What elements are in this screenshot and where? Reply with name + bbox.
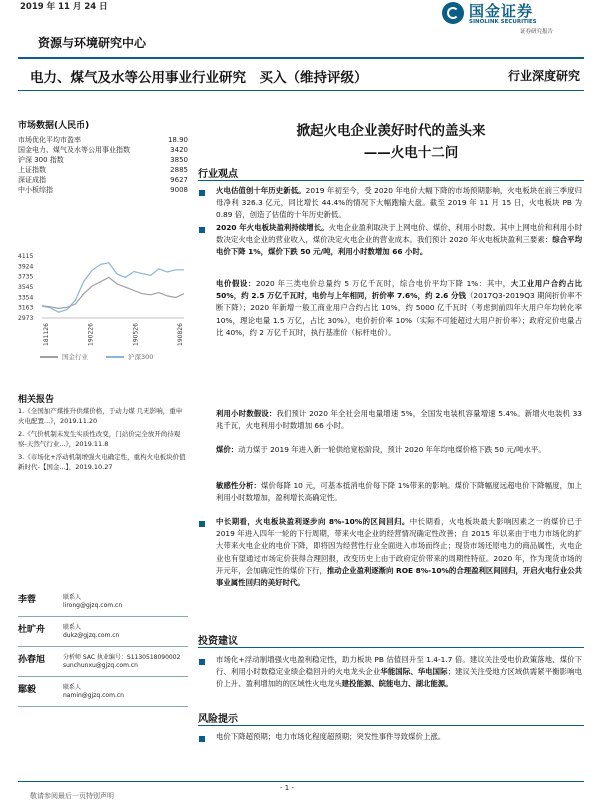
analyst-name: 孙春旭: [18, 655, 46, 665]
y-tick-label: 3163: [18, 304, 34, 312]
section-invest: 投资建议: [198, 636, 238, 647]
related-title: 相关报告: [18, 395, 55, 405]
analyst-name: 杜旷舟: [18, 625, 46, 635]
para-bold: 2020 年火电板块盈利持续增长。: [216, 223, 329, 232]
para-bold: 大工业用户合约占比 50%，约 2.5 万亿千瓦时，电价与上年相同，折价率 7.6%，约 2.6 分钱: [216, 279, 582, 301]
chart-legend: [40, 352, 190, 361]
market-title: 市场数据(人民币): [18, 121, 90, 131]
report-title: [198, 120, 584, 164]
divider: [18, 706, 188, 707]
bullet-icon: [199, 521, 205, 527]
para-text: 2019 年初至今，受 2020 年电价大幅下降的市场预期影响，火电板块在前三季度归母净利 326.3 亿元，同比增长 44.4%的情况下大幅跑输大盘。截至 2019 年 11 月 15 日，火电板块 PB 为 0.89 倍，创造了估值的十年历史新低。: [216, 186, 582, 220]
y-tick-label: 3354: [18, 294, 34, 302]
y-tick-label: 3545: [18, 283, 34, 291]
para-bold: 利用小时数假设：: [216, 409, 277, 418]
divider: [18, 646, 188, 647]
x-tick-label: 190226: [87, 323, 95, 346]
section-viewpoint: 行业观点: [198, 169, 238, 180]
section-risk: 风险提示: [198, 714, 238, 725]
analyst-email[interactable]: dukz@gjzq.com.cn: [63, 632, 120, 639]
paragraph: [216, 480, 582, 504]
para-text: 煤价每降 10 元，可基本抵消电价每下降 1%带来的影响。煤价下降幅度远超电价下降幅度，加上利用小时数增加，盈利增长高确定性。: [216, 481, 582, 503]
para-bold: 电价假设：: [216, 279, 256, 288]
analyst-role: 联系人: [63, 684, 82, 691]
divider: [198, 180, 584, 181]
divider: [18, 781, 584, 782]
analyst-email[interactable]: lirong@gjzq.com.cn: [63, 602, 123, 609]
y-tick-label: 3924: [18, 263, 34, 271]
y-tick-label: 3735: [18, 273, 34, 281]
market-row: 沪深 300 指数 3850: [18, 156, 188, 164]
logo-icon: [442, 2, 464, 24]
para-text: ；建议关注受地方区域供需紧平衡影响电价上升、盈利增加的的区域性火电龙头: [216, 667, 582, 689]
paragraph: [216, 444, 582, 456]
para-text: 火电企业盈利取决于上网电价、煤价、利用小时数。其中上网电价和利用小时数决定火电企业的营业收入，煤价决定火电企业的营业成本。我们预计 2020 年火电板块盈利三要素：: [216, 223, 582, 245]
divider: [198, 647, 584, 648]
series-line: [42, 277, 184, 308]
legend-swatch: [106, 356, 124, 358]
page-number: - 1 -: [280, 784, 294, 792]
para-text: 动力煤于 2019 年进入新一轮供给宽松阶段，预计 2020 年年均电煤价格下跌 50 元/吨水平。: [238, 445, 546, 454]
x-tick-label: 181126: [43, 323, 50, 346]
analyst-email[interactable]: namin@gjzq.com.cn: [63, 692, 124, 699]
index-chart: [18, 250, 188, 365]
market-row: 市场优化平均市盈率 18.90: [18, 136, 188, 144]
para-bold: 火电估值创十年历史新低。: [216, 186, 306, 195]
footer-note: 敬请参阅最后一页特别声明: [30, 792, 114, 800]
analyst-role: 联系人: [63, 624, 82, 631]
paragraph: [216, 278, 582, 339]
para-bold: 推动企业盈利逐渐向 ROE 8%-10%的合理盈利区间回归，开启火电行业公共事业属性回归的美好时代。: [216, 565, 582, 588]
series-line: [42, 263, 184, 312]
title-line-2: ——火电十二问: [363, 145, 459, 161]
related-item[interactable]: 2.《气价机制未发生实质性改变，门站价完全放开尚待观察-天然气行业...》，2019.11.8: [18, 430, 181, 448]
logo-sub: 证券研究报告: [520, 29, 554, 35]
analyst-role: 分析师 SAC 执业编号：S1130518090002: [63, 654, 181, 661]
logo-cn: 国金证券: [469, 2, 534, 20]
legend-item: 国金行业: [40, 352, 88, 361]
paragraph: [216, 516, 582, 589]
paragraph: [216, 408, 582, 432]
paragraph: [216, 185, 582, 222]
analyst-name: 鄢毅: [18, 685, 37, 695]
para-bold: 综合平均电价下降 1%，煤价下跌 50 元/吨，利用小时数增加 66 小时。: [216, 235, 582, 257]
market-data: [18, 118, 188, 195]
divider: [18, 90, 584, 91]
para-text: 我们预计 2020 年全社会用电量增速 5%，全国发电装机容量增速 5.4%。新增火电装机 33 兆千瓦，火电利用小时数增加 66 小时。: [216, 409, 582, 431]
research-center: 资源与环境研究中心: [38, 36, 147, 50]
x-tick-label: 190526: [132, 323, 140, 346]
bullet-icon: [199, 736, 205, 742]
x-tick-label: 190826: [177, 323, 184, 346]
market-row: 国金电力、煤气及水等公用事业指数 3420: [18, 146, 188, 154]
bullet-icon: [199, 659, 205, 665]
market-row: 深证成指 9627: [18, 176, 188, 184]
divider: [18, 616, 188, 617]
bullet-icon: [199, 190, 205, 196]
para-text: （2017Q3-2019Q3 期间折价率不断下降）；2020 年新增一般工商业用户合约占比 10%，约 5000 亿千瓦时（考虑到前四年大用户年均转化率 10%，理论电量 1.5 万亿，占比 30%），电价折价率 10%（实际不可能超过大用户折价率）；政府定价电量占比 40%，约 2 万亿千瓦时，执行基准价（标杆电价）。: [216, 291, 582, 337]
paragraph: [216, 222, 582, 259]
y-tick-label: 4115: [18, 253, 34, 260]
divider: [18, 57, 584, 59]
related-list: [18, 406, 186, 475]
report-date: 2019 年 11 月 24 日: [20, 2, 108, 12]
y-tick-label: 2973: [18, 315, 34, 322]
industry-rating: 电力、煤气及水等公用事业行业研究 买入（维持评级）: [30, 70, 368, 86]
company-logo: [442, 0, 582, 35]
para-bold: 华能国际、华电国际: [380, 667, 448, 677]
para-text: 2020 年三类电价总量约 5 万亿千瓦时，综合电价平均下降 1%：其中，: [255, 279, 511, 288]
analyst-email[interactable]: sunchunxu@gjzq.com.cn: [63, 662, 138, 669]
report-type: 行业深度研究: [507, 69, 580, 83]
divider: [198, 725, 584, 726]
para-bold: 煤价：: [216, 445, 239, 454]
bullet-icon: [199, 227, 205, 233]
paragraph: 电价下降超预期；电力市场化程度超预期；突发性事件导致煤价上涨。: [216, 732, 446, 741]
para-text: 中长期看，火电板块最大影响因素之一的煤价已于 2019 年进入四年一轮的下行周期，带来火电企业的经营情况确定性改善；自 2015 年以来由于电力市场化的扩大带来火电企业的电价下降，即将因为经营性行业全面进入市场而终止；现货市场还原电力的商品属性，火电企业也有望通过市场定价获得合理回报，改变历史上由于政府定价带来的周期性特征。2020 年，作为现货市场的开元年，会加确定性的煤价下行，: [216, 517, 582, 575]
para-bold: 敏感性分析：: [216, 481, 261, 490]
logo-en: SINOLINK SECURITIES: [469, 19, 537, 25]
analyst-name: 李蓉: [18, 595, 37, 605]
paragraph: [216, 654, 582, 691]
related-item[interactable]: 3.《市场化+浮动机制增强火电确定性，重构火电板块价值新时代-【国金...】，2019.10.27: [18, 453, 186, 471]
analyst-role: 联系人: [63, 594, 82, 601]
para-bold: 中长期看，火电板块盈利逐步向 8%-10%的区间回归。: [216, 517, 410, 526]
related-item[interactable]: 1.《全国加产煤推升供煤价格，于动力煤 几无影响，重申火电配置...》，2019.11.20: [18, 407, 183, 425]
legend-item: 沪深300: [106, 352, 153, 361]
para-bold: 建投能源、皖能电力、湖北能源。: [341, 679, 453, 689]
divider: [18, 676, 188, 677]
legend-swatch: [40, 356, 58, 358]
para-text: 市场化+浮动制增强火电盈利稳定性，助力板块 PB 估值回升至 1.4-1.7 倍。建议关注受电价政策落地、煤价下行、利用小时数稳定业绩企稳回升的火电龙头企业: [216, 655, 582, 677]
market-row: 上证指数 2885: [18, 166, 188, 174]
market-row: 中小板综指 9008: [18, 186, 188, 194]
title-line-1: 掀起火电企业羡好时代的盖头来: [296, 123, 486, 139]
